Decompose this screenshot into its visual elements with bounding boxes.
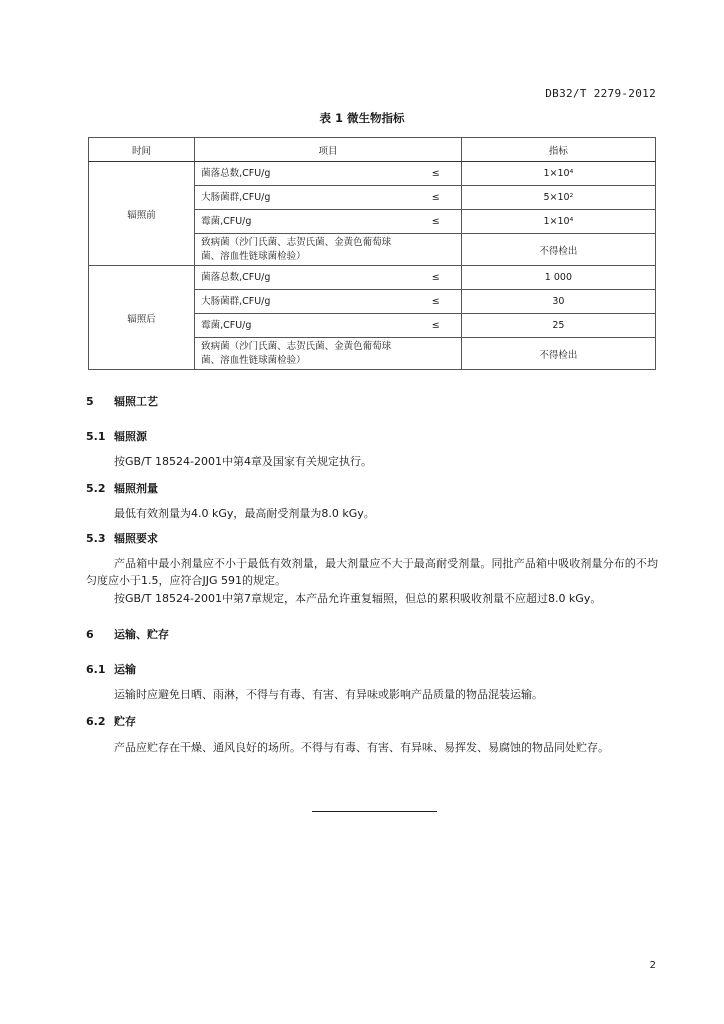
- limit-cell: 1 000: [461, 266, 655, 290]
- column-header-item: 项目: [195, 138, 462, 162]
- section-number: 6.1: [86, 663, 106, 676]
- section-heading-5-3: [86, 530, 658, 547]
- symbol-cell: [411, 338, 462, 370]
- table-caption: 表 1 微生物指标: [319, 111, 405, 125]
- time-cell-before: 辐照前: [89, 162, 195, 266]
- symbol-cell: ≤: [411, 290, 462, 314]
- column-header-time: 时间: [89, 138, 195, 162]
- symbol-cell: ≤: [411, 266, 462, 290]
- section-text-5-3-a: 产品箱中最小剂量应不小于最低有效剂量，最大剂量应不大于最高耐受剂量。同批产品箱中吸收剂量分布的不均匀度应小于1.5，应符合JJG 591的规定。: [86, 557, 658, 587]
- limit-cell: 1×10⁴: [461, 210, 655, 234]
- limit-cell: 不得检出: [461, 338, 655, 370]
- section-number: 6.2: [86, 715, 106, 728]
- end-divider-line: [312, 811, 437, 812]
- section-text-5-3-b: 按GB/T 18524-2001中第7章规定，本产品允许重复辐照，但总的累积吸收剂量不应超过8.0 kGy。: [114, 592, 602, 605]
- symbol-cell: ≤: [411, 314, 462, 338]
- section-text-5-1: 按GB/T 18524-2001中第4章及国家有关规定执行。: [114, 455, 372, 468]
- section-number: 5: [86, 395, 94, 408]
- section-heading-6-2: [86, 713, 658, 730]
- section-title: 辐照源: [114, 430, 147, 443]
- item-cell: 霉菌,CFU/g: [195, 314, 411, 338]
- section-text-6-2: 产品应贮存在干燥、通风良好的场所。不得与有毒、有害、有异味、易挥发、易腐蚀的物品同处贮存。: [114, 741, 609, 754]
- document-code: DB32/T 2279-2012: [545, 87, 656, 100]
- symbol-cell: [411, 234, 462, 266]
- page-number: 2: [649, 960, 656, 971]
- item-cell: 菌落总数,CFU/g: [195, 162, 411, 186]
- section-heading-5-2: [86, 480, 658, 497]
- section-text-5-2: 最低有效剂量为4.0 kGy，最高耐受剂量为8.0 kGy。: [114, 507, 375, 520]
- section-heading-5: [86, 393, 658, 410]
- section-number: 6: [86, 628, 94, 641]
- section-title: 辐照剂量: [114, 482, 158, 495]
- section-heading-6: [86, 626, 658, 643]
- section-title: 运输、贮存: [114, 628, 169, 641]
- section-title: 运输: [114, 663, 136, 676]
- symbol-cell: ≤: [411, 162, 462, 186]
- section-text-6-1: 运输时应避免日晒、雨淋，不得与有毒、有害、有异味或影响产品质量的物品混装运输。: [114, 688, 543, 701]
- item-cell: 大肠菌群,CFU/g: [195, 290, 411, 314]
- section-number: 5.3: [86, 532, 106, 545]
- limit-cell: 5×10²: [461, 186, 655, 210]
- limit-cell: 30: [461, 290, 655, 314]
- item-cell: 菌落总数,CFU/g: [195, 266, 411, 290]
- symbol-cell: ≤: [411, 210, 462, 234]
- table-row: [89, 162, 656, 186]
- item-cell: 大肠菌群,CFU/g: [195, 186, 411, 210]
- section-title: 辐照要求: [114, 532, 158, 545]
- section-title: 贮存: [114, 715, 136, 728]
- item-cell: 霉菌,CFU/g: [195, 210, 411, 234]
- item-cell: 致病菌（沙门氏菌、志贺氏菌、金黄色葡萄球菌、溶血性链球菌检验）: [195, 234, 411, 266]
- table-header-row: [89, 138, 656, 162]
- limit-cell: 1×10⁴: [461, 162, 655, 186]
- limit-cell: 25: [461, 314, 655, 338]
- section-number: 5.2: [86, 482, 106, 495]
- limit-cell: 不得检出: [461, 234, 655, 266]
- section-number: 5.1: [86, 430, 106, 443]
- time-cell-after: 辐照后: [89, 266, 195, 370]
- microbial-indicators-table: [88, 137, 656, 370]
- section-heading-5-1: [86, 428, 658, 445]
- table-row: [89, 266, 656, 290]
- column-header-limit: 指标: [461, 138, 655, 162]
- section-heading-6-1: [86, 661, 658, 678]
- item-cell: 致病菌（沙门氏菌、志贺氏菌、金黄色葡萄球菌、溶血性链球菌检验）: [195, 338, 411, 370]
- section-title: 辐照工艺: [114, 395, 158, 408]
- symbol-cell: ≤: [411, 186, 462, 210]
